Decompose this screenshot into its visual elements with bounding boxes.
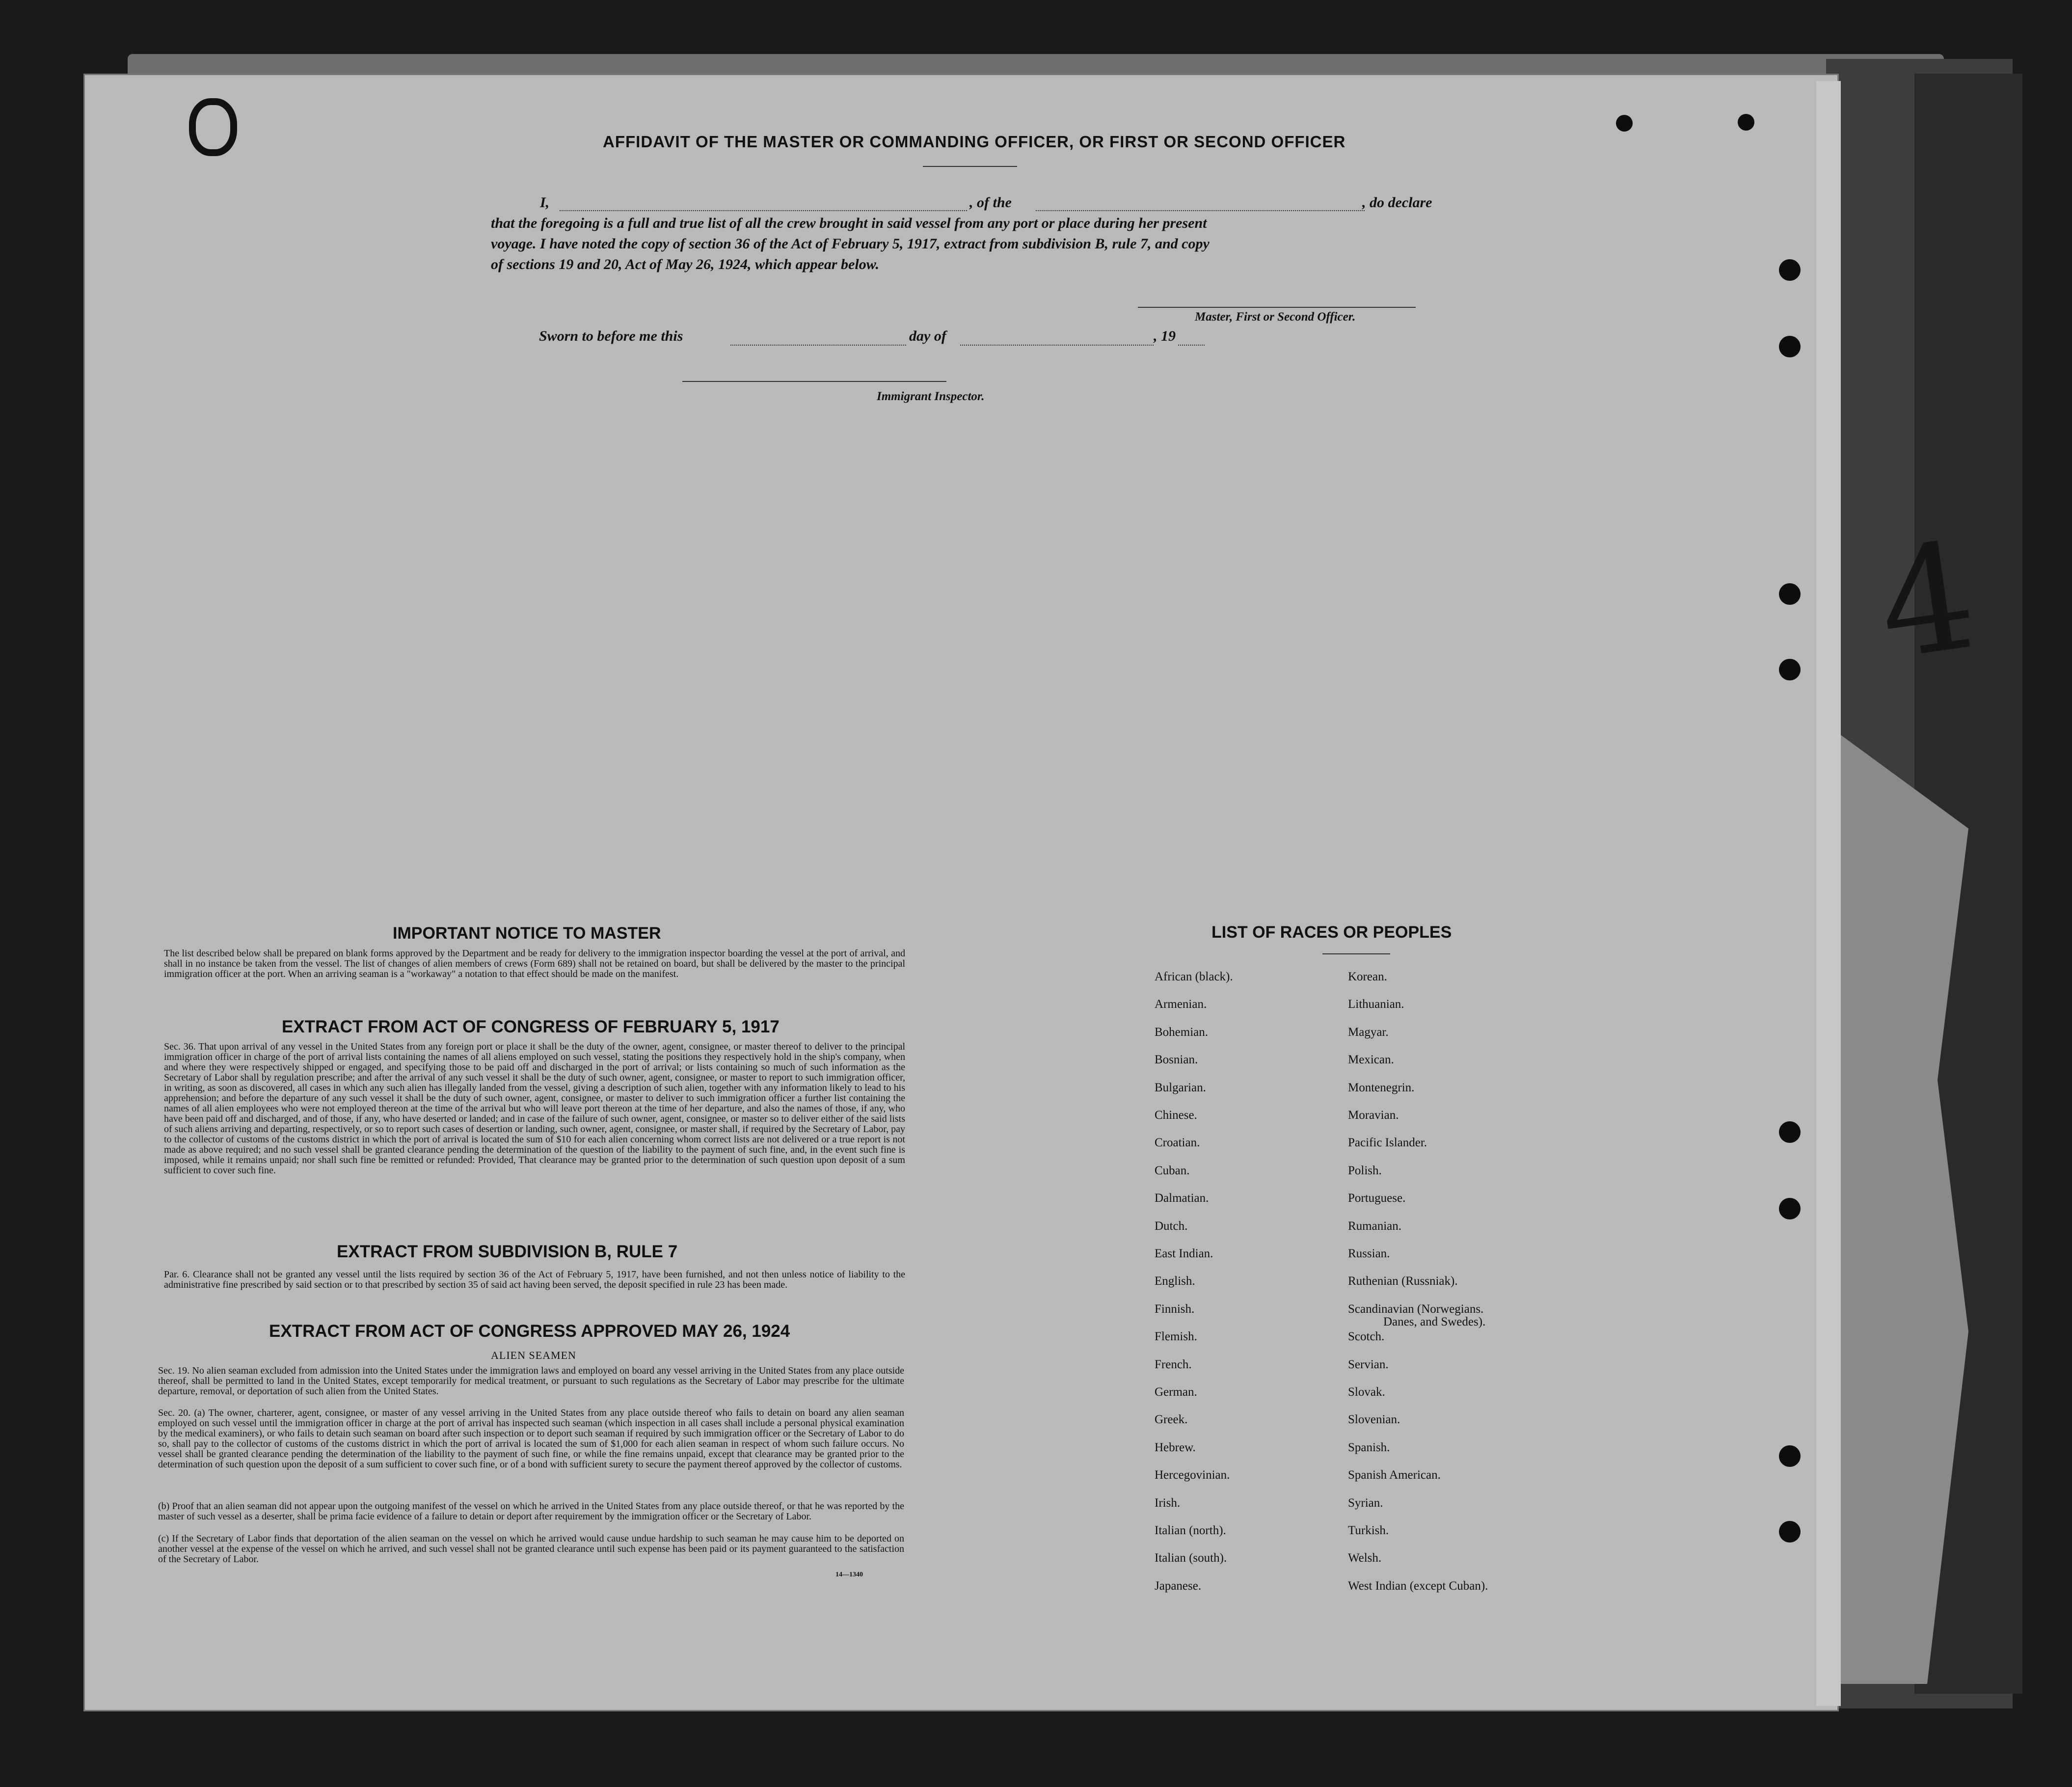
year-blank[interactable] <box>1178 345 1205 346</box>
subdivision-b-body: Par. 6. Clearance shall not be granted any vessel until the lists required by section 36 of the Act of February 5, 1917, have been furnished, and not then unless notice of liability to the administrative fine prescribed by said section or to that prescribed by section 35 of said act having been served, the deposit specified in rule 23 has been made. <box>164 1269 905 1290</box>
sworn-day-blank[interactable] <box>730 345 906 346</box>
race-item: West Indian (except Cuban). <box>1348 1579 1488 1593</box>
affidavit-line-2: that the foregoing is a full and true list of all the crew brought in said vessel from any port or place during her present <box>491 215 1207 231</box>
race-item: Slovak. <box>1348 1385 1385 1399</box>
extract-1924-title: EXTRACT FROM ACT OF CONGRESS APPROVED MAY 26, 1924 <box>269 1322 790 1341</box>
form-number: 14—1340 <box>835 1571 863 1578</box>
alien-seamen-subtitle: ALIEN SEAMEN <box>491 1349 576 1361</box>
punch-hole <box>1616 115 1633 132</box>
punch-hole <box>1779 259 1801 281</box>
handwritten-number: 4 <box>1868 510 1986 693</box>
race-item: Bosnian. <box>1155 1053 1198 1066</box>
race-item: German. <box>1155 1385 1197 1399</box>
affidavit-do-declare: , do declare <box>1362 194 1432 211</box>
race-item: Italian (south). <box>1155 1551 1227 1565</box>
race-item: Finnish. <box>1155 1302 1195 1316</box>
race-item: Bohemian. <box>1155 1026 1209 1039</box>
race-item: Magyar. <box>1348 1026 1389 1039</box>
race-item: Ruthenian (Russniak). <box>1348 1274 1458 1288</box>
extract-1917-title: EXTRACT FROM ACT OF CONGRESS OF FEBRUARY 5, 1917 <box>282 1017 780 1036</box>
race-item: Hebrew. <box>1155 1441 1196 1454</box>
punch-hole <box>1779 659 1801 680</box>
signature-line[interactable] <box>1138 307 1416 308</box>
race-item: Armenian. <box>1155 998 1207 1011</box>
race-item: Polish. <box>1348 1164 1382 1177</box>
punch-hole <box>1738 114 1754 131</box>
race-item: Spanish American. <box>1348 1468 1441 1482</box>
race-item: Bulgarian. <box>1155 1081 1206 1094</box>
punch-hole <box>1779 1521 1801 1543</box>
affidavit-line-4: of sections 19 and 20, Act of May 26, 1924, which appear below. <box>491 256 880 272</box>
signature-caption: Master, First or Second Officer. <box>1195 310 1356 324</box>
race-item: East Indian. <box>1155 1247 1213 1260</box>
name-blank[interactable] <box>560 210 967 211</box>
race-item: Moravian. <box>1348 1109 1399 1122</box>
punch-hole <box>1779 1121 1801 1143</box>
race-item: Flemish. <box>1155 1330 1197 1343</box>
page-edge <box>1816 81 1841 1706</box>
race-item: Spanish. <box>1348 1441 1390 1454</box>
race-item: Slovenian. <box>1348 1413 1400 1426</box>
notice-title: IMPORTANT NOTICE TO MASTER <box>393 924 661 943</box>
punch-hole <box>1779 583 1801 605</box>
race-item: Dutch. <box>1155 1219 1188 1233</box>
race-item: Rumanian. <box>1348 1219 1402 1233</box>
sec-20b-text: (b) Proof that an alien seaman did not appear upon the outgoing manifest of the vessel on which he arrived in the United States from any place outside thereof, or that he was reported by the master of such vessel as a deserter, shall be prima facie evidence of a failure to detain or deport after requirement by the immigration officer or the Secretary of Labor. <box>158 1501 904 1522</box>
race-item: Dalmatian. <box>1155 1191 1209 1205</box>
race-item: Portuguese. <box>1348 1191 1406 1205</box>
race-item: English. <box>1155 1274 1195 1288</box>
race-item: Irish. <box>1155 1496 1181 1510</box>
sworn-label: Sworn to before me this <box>539 328 683 344</box>
sec-20c-text: (c) If the Secretary of Labor finds that deportation of the alien seaman on the vessel on which he arrived would cause undue hardship to such seaman he may cause him to be deported on another vessel at the expense of the vessel on which he arrived, and such vessel shall not be granted clearance until such expense has been paid or its payment guaranteed to the satisfaction of the Secretary of Labor. <box>158 1533 904 1565</box>
race-item: Korean. <box>1348 970 1387 983</box>
race-item: Mexican. <box>1348 1053 1394 1066</box>
race-item: Chinese. <box>1155 1109 1197 1122</box>
ink-blot <box>189 98 237 156</box>
race-item: Servian. <box>1348 1358 1389 1371</box>
year-prefix: , 19 <box>1154 328 1176 344</box>
affidavit-i-label: I, <box>540 194 550 211</box>
race-item: African (black). <box>1155 970 1233 983</box>
race-item: Scotch. <box>1348 1330 1385 1343</box>
race-item: Pacific Islander. <box>1348 1136 1427 1149</box>
races-title: LIST OF RACES OR PEOPLES <box>1211 923 1452 942</box>
race-item: Danes, and Swedes). <box>1383 1315 1486 1328</box>
punch-hole <box>1779 336 1801 357</box>
inspector-line[interactable] <box>682 381 946 382</box>
race-item: Greek. <box>1155 1413 1188 1426</box>
title-underline <box>923 166 1017 167</box>
race-item: French. <box>1155 1358 1192 1371</box>
race-item: Turkish. <box>1348 1524 1389 1537</box>
subdivision-b-title: EXTRACT FROM SUBDIVISION B, RULE 7 <box>337 1242 678 1261</box>
race-item: Montenegrin. <box>1348 1081 1415 1094</box>
race-item: Syrian. <box>1348 1496 1383 1510</box>
day-of-label: day of <box>909 328 946 344</box>
race-item: Russian. <box>1348 1247 1390 1260</box>
sec-20a-text: Sec. 20. (a) The owner, charterer, agent, consignee, or master of any vessel arriving in the United States from any place outside thereof who fails to detain on board any alien seaman employed on such vessel until the immigration officer in charge at the port of arrival has inspected such seaman (which inspection in all cases shall include a personal physical examination by the medical examiners), or who fails to detain such seaman on board after such inspection or to deport such seaman if required by such immigration officer or the Secretary of Labor to do so, shall pay to the collector of customs of the customs district in which the port of arrival is located the sum of $1,000 for each alien seaman in respect of whom such failure occurs. No vessel shall be granted clearance pending the determination of the liability to the payment of such fine, or while the fine remains unpaid, except that clearance may be granted prior to the determination of such question upon the deposit of a sum sufficient to cover such fine, or of a bond with sufficient surety to secure the payment thereof approved by the collector of customs. <box>158 1408 904 1470</box>
inspector-caption: Immigrant Inspector. <box>877 390 985 403</box>
race-item: Italian (north). <box>1155 1524 1226 1537</box>
punch-hole <box>1779 1445 1801 1467</box>
punch-hole <box>1779 1198 1801 1219</box>
race-item: Cuban. <box>1155 1164 1190 1177</box>
affidavit-of-the: , of the <box>969 194 1012 211</box>
notice-body: The list described below shall be prepared on blank forms approved by the Department and be ready for delivery to the immigration inspector boarding the vessel at the port of arrival, and shall in no instance be taken from the vessel. The list of changes of alien members of crews (Form 689) shall not be retained on board, but shall be delivered by the master to the principal immigration officer at the port. When an arriving seaman is a "workaway" a notation to that effect should be made on the manifest. <box>164 948 905 979</box>
extract-1917-body: Sec. 36. That upon arrival of any vessel in the United States from any foreign port or place it shall be the duty of the owner, agent, consignee, or master thereof to deliver to the principal immigration officer in charge of the port of arrival lists containing the names of all aliens employed on such vessel, stating the positions they respectively hold in the ship's company, when and where they were respectively shipped or engaged, and specifying those to be paid off and discharged in the port of arrival; or lists containing so much of such information as the Secretary of Labor shall by regulation prescribe; and after the arrival of any such vessel it shall be the duty of such owner, agent, consignee, or master to report to such immigration officer, in writing, as soon as discovered, all cases in which any such alien has illegally landed from the vessel, giving a description of such alien, together with any information likely to lead to his apprehension; and before the departure of any such vessel it shall be the duty of such owner, agent, consignee, or master to deliver to such immigration officer a further list containing the names of all alien employees who were not employed thereon at the time of the arrival but who will leave port thereon at the time of her departure, and also the names of those, if any, who have been paid off and discharged, and of those, if any, who have deserted or landed; and in case of the failure of such owner, agent, consignee, or master so to deliver either of the said lists of such aliens arriving and departing, respectively, or so to report such cases of desertion or landing, such owner, agent, consignee, or master shall, if required by the Secretary of Labor, pay to the collector of customs of the customs district in which the port of arrival is located the sum of $10 for each alien concerning whom correct lists are not delivered or a true report is not made as above required; and no such vessel shall be granted clearance pending the determination of the question of the liability to the payment of such fine, and, in the event such fine is imposed, while it remains unpaid; nor shall such fine be remitted or refunded: Provided, That clearance may be granted prior to the determination of such question upon deposit of a sum sufficient to cover such fine. <box>164 1041 905 1176</box>
race-item: Croatian. <box>1155 1136 1200 1149</box>
race-item: Scandinavian (Norwegians. <box>1348 1302 1484 1316</box>
race-item: Lithuanian. <box>1348 998 1404 1011</box>
races-title-underline <box>1322 953 1390 954</box>
affidavit-title: AFFIDAVIT OF THE MASTER OR COMMANDING OFFICER, OR FIRST OR SECOND OFFICER <box>603 133 1346 151</box>
sec-19-text: Sec. 19. No alien seaman excluded from admission into the United States under the immigration laws and employed on board any vessel arriving in the United States from any place outside thereof, shall be permitted to land in the United States, except temporarily for medical treatment, or pursuant to such regulations as the Secretary of Labor may prescribe for the ultimate departure, removal, or deportation of such alien from the United States. <box>158 1365 904 1397</box>
sworn-month-blank[interactable] <box>960 345 1154 346</box>
affidavit-line-3: voyage. I have noted the copy of section 36 of the Act of February 5, 1917, extract from subdivision B, rule 7, and copy <box>491 236 1210 252</box>
race-item: Japanese. <box>1155 1579 1202 1593</box>
race-item: Welsh. <box>1348 1551 1382 1565</box>
vessel-blank[interactable] <box>1036 210 1365 211</box>
race-item: Hercegovinian. <box>1155 1468 1230 1482</box>
